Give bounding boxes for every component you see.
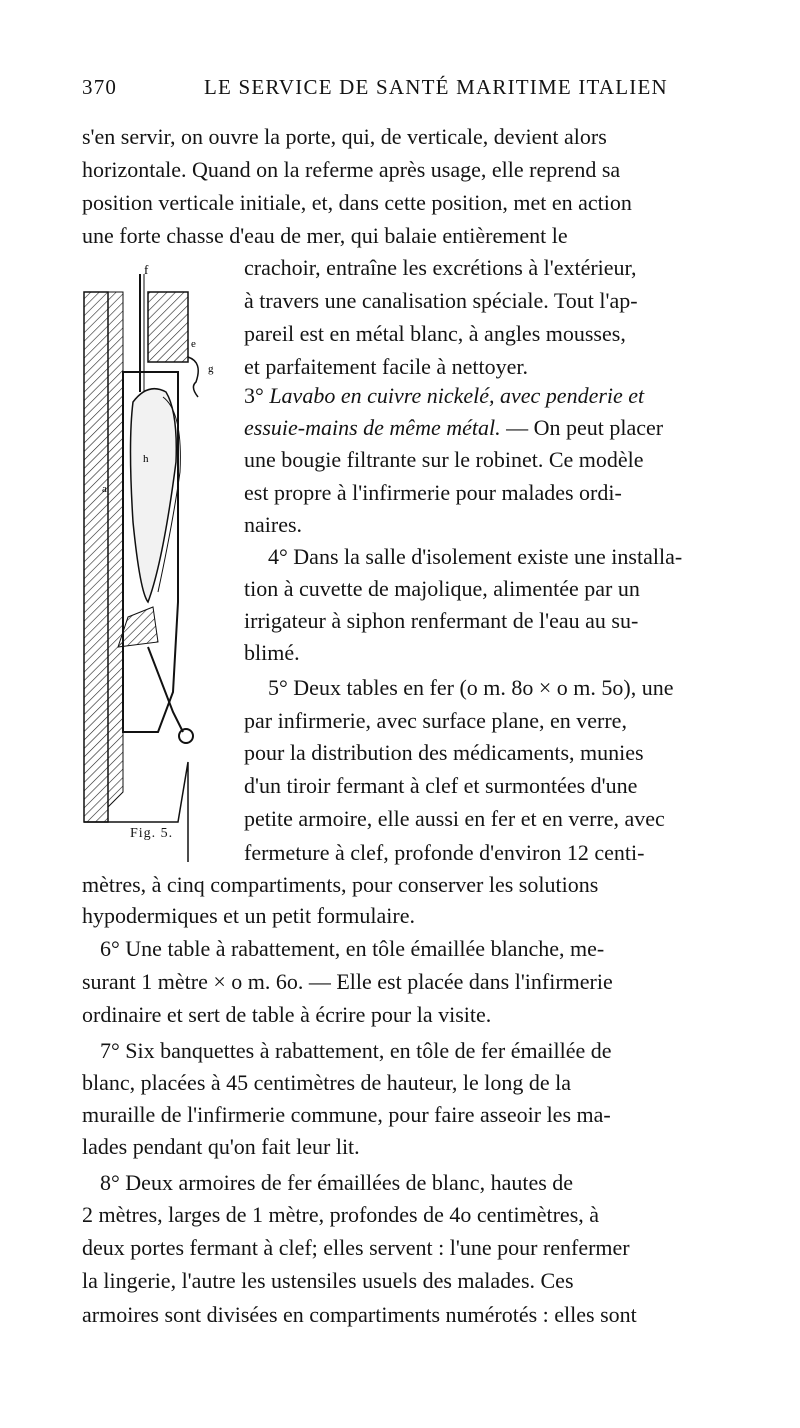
wall-hatch-inner [108,292,123,807]
text-line-8: et parfaitement facile à nettoyer. [244,354,529,379]
text-line-15: 4° Dans la salle d'isolement existe une installa- [268,544,683,569]
text-line-23: petite armoire, elle aussi en fer et en verre, avec [244,806,665,831]
item-3-text: — On peut placer [500,415,664,440]
wall-hatch-left [84,292,108,822]
text-line-14: naires. [244,512,303,537]
top-block [148,292,188,362]
text-line-25: mètres, à cinq compartiments, pour conserver les solutions [82,872,599,897]
running-title: LE SERVICE DE SANTÉ MARITIME ITALIEN [204,75,668,99]
text-line-34: 8° Deux armoires de fer émaillées de blanc, hautes de [100,1170,574,1195]
text-line-35: 2 mètres, larges de 1 mètre, profondes de 4o centimètres, à [82,1202,600,1227]
text-line-19: 5° Deux tables en fer (o m. 8o × o m. 5o), une [268,675,674,700]
text-line-13: est propre à l'infirmerie pour malades ordi- [244,480,622,505]
label-h: h [143,453,149,465]
item-3-first-line [244,381,644,411]
text-line-30: 7° Six banquettes à rabattement, en tôle de fer émaillée de [100,1038,612,1063]
text-line-28: surant 1 mètre × o m. 6o. — Elle est placée dans l'infirmerie [82,969,613,994]
text-line-38: armoires sont divisées en compartiments numérotés : elles sont [82,1302,637,1327]
label-a: a [102,483,107,495]
page-header [82,75,768,105]
text-line-24: fermeture à clef, profonde d'environ 12 centi- [244,840,645,865]
text-line-1: s'en servir, on ouvre la porte, qui, de verticale, devient alors [82,124,607,149]
figure-caption: Fig. 5. [130,826,174,841]
text-line-20: par infirmerie, avec surface plane, en verre, [244,708,627,733]
item-number: 3° [244,383,270,408]
text-line-17: irrigateur à siphon renfermant de l'eau au su- [244,608,639,633]
bowl [131,389,177,602]
text-line-36: deux portes fermant à clef; elles servent : l'une pour renfermer [82,1235,630,1260]
text-line-21: pour la distribution des médicaments, munies [244,740,644,765]
text-line-33: lades pendant qu'on fait leur lit. [82,1134,360,1159]
label-e: e [191,338,196,350]
text-line-26: hypodermiques et un petit formulaire. [82,903,415,928]
text-line-3: position verticale initiale, et, dans cette position, met en action [82,190,632,215]
text-line-22: d'un tiroir fermant à clef et surmontées d'une [244,773,638,798]
text-line-12: une bougie filtrante sur le robinet. Ce modèle [244,447,644,472]
outlet-pipe [148,647,183,732]
item-3-title-cont: essuie-mains de même métal. [244,415,501,440]
item-3-second-line [244,413,663,443]
text-line-16: tion à cuvette de majolique, alimentée par un [244,576,640,601]
text-line-18: blimé. [244,640,300,665]
text-line-5: crachoir, entraîne les excrétions à l'extérieur, [244,255,637,280]
label-g: g [208,363,214,375]
text-line-27: 6° Une table à rabattement, en tôle émaillée blanche, me- [100,936,605,961]
item-3-title: Lavabo en cuivre nickelé, avec penderie et [269,383,645,408]
text-line-31: blanc, placées à 45 centimètres de hauteur, le long de la [82,1070,572,1095]
text-line-29: ordinaire et sert de table à écrire pour la visite. [82,1002,492,1027]
text-line-2: horizontale. Quand on la referme après usage, elle reprend sa [82,157,621,182]
label-f: f [144,262,149,277]
text-line-7: pareil est en métal blanc, à angles mousses, [244,321,626,346]
text-line-32: muraille de l'infirmerie commune, pour faire asseoir les ma- [82,1102,611,1127]
text-line-37: la lingerie, l'autre les ustensiles usuels des malades. Ces [82,1268,574,1293]
text-line-6: à travers une canalisation spéciale. Tout l'ap- [244,288,638,313]
page-number: 370 [82,75,118,99]
text-line-4: une forte chasse d'eau de mer, qui balaie entièrement le [82,223,568,248]
spittoon-figure [78,262,238,862]
